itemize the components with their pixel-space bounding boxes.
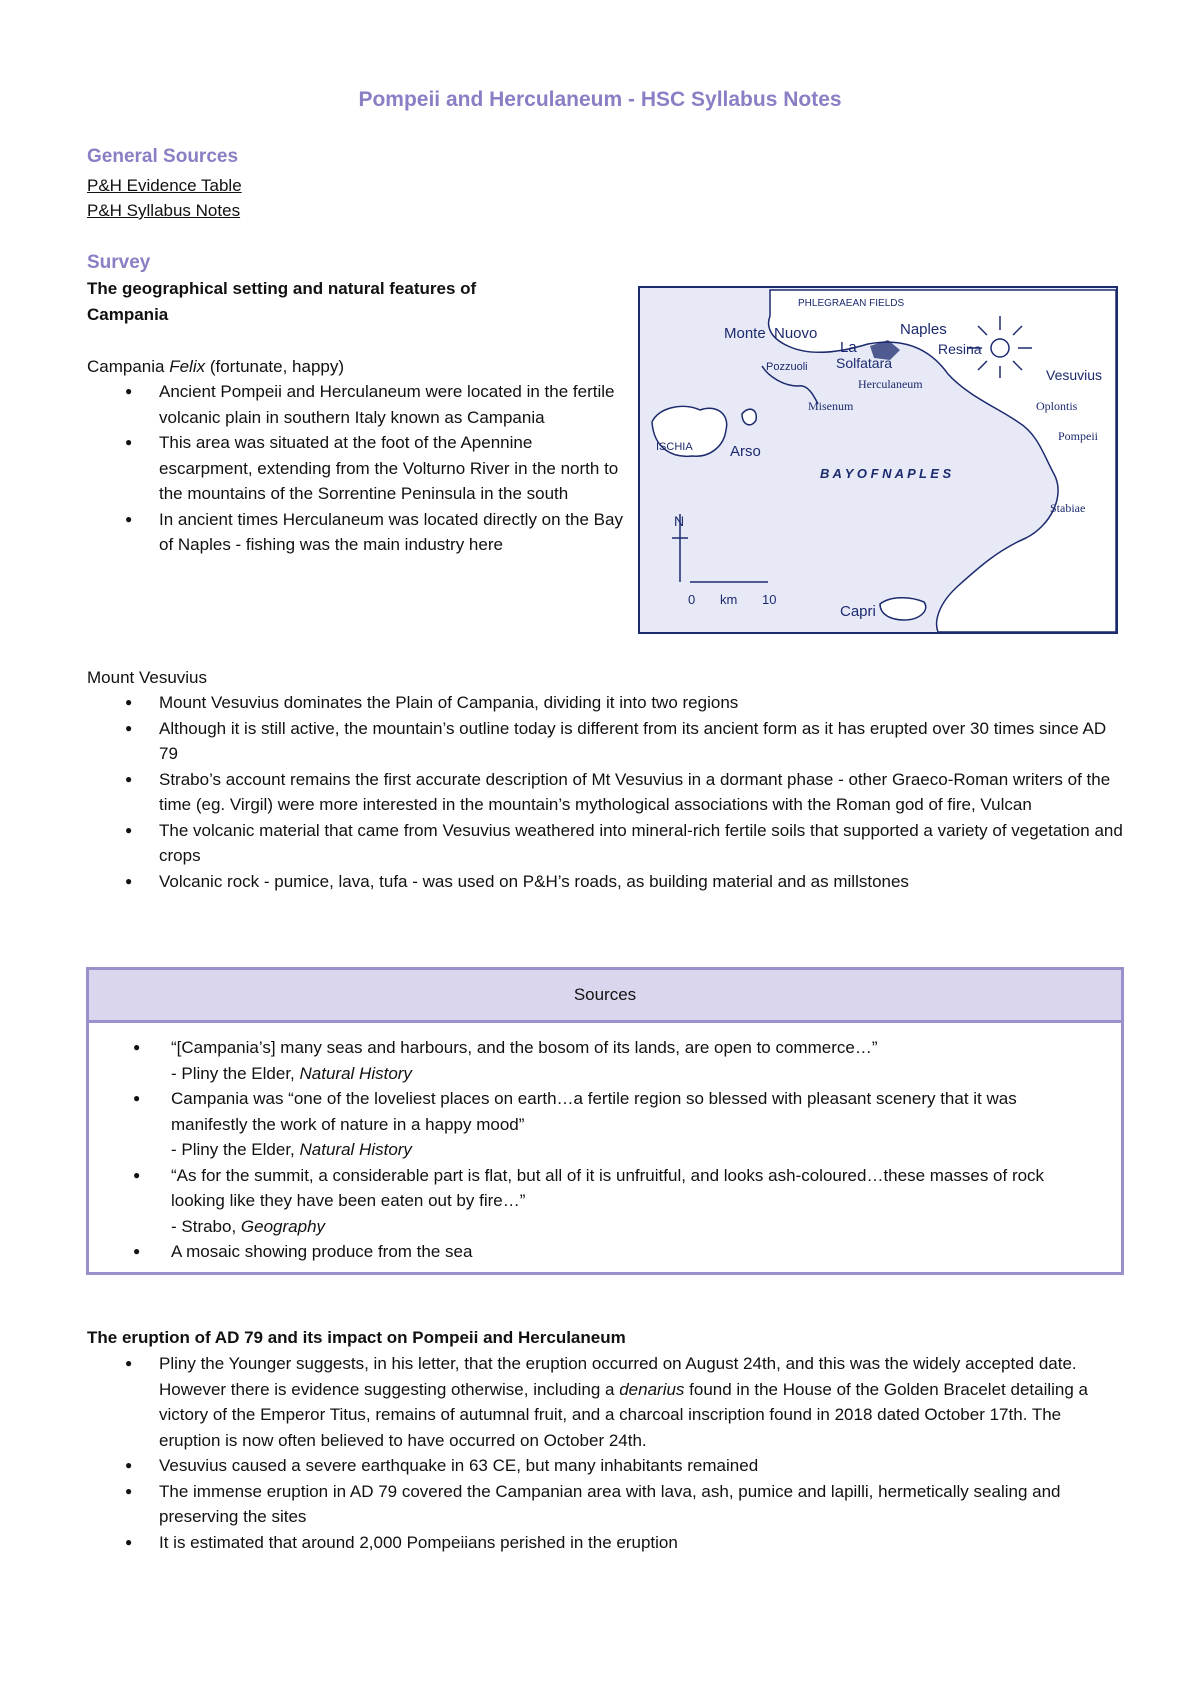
list-item: ● In ancient times Herculaneum was located directly on the Bay of Naples - fishing was the main industry here: [87, 507, 627, 558]
geography-subheading-line1: The geographical setting and natural features of: [87, 279, 477, 298]
list-item: ● The immense eruption in AD 79 covered the Campanian area with lava, ash, pumice and lapilli, hermetically sealing and preserving the sites: [87, 1479, 1127, 1530]
list-item: ● “[Campania’s] many seas and harbours, and the bosom of its lands, are open to commerce…” - Pliny the Elder, Natural History: [89, 1035, 1089, 1086]
list-item: ● “As for the summit, a considerable part is flat, but all of it is unfruitful, and looks ash-coloured…these masses of rock looking like they have been eaten out by fire…” - Strabo, Geography: [89, 1163, 1089, 1240]
map-label-bay: B A Y O F N A P L E S: [820, 466, 952, 481]
page-title: Pompeii and Herculaneum - HSC Syllabus Notes: [358, 88, 842, 111]
map-label-phlegraean: PHLEGRAEAN FIELDS: [798, 298, 905, 309]
map-label-pozzuoli: Pozzuoli: [766, 361, 808, 373]
map-label-arso: Arso: [730, 443, 761, 460]
eruption-heading: The eruption of AD 79 and its impact on Pompeii and Herculaneum: [87, 1328, 626, 1347]
campania-map: [638, 286, 1118, 634]
map-label-nuovo: Nuovo: [774, 325, 818, 342]
survey-heading: Survey: [87, 252, 151, 273]
list-item: ● Although it is still active, the mountain’s outline today is different from its ancient form as it has erupted over 30 times since AD 79: [87, 716, 1127, 767]
map-label-solfatara: Solfatara: [836, 355, 893, 371]
list-item: ● Ancient Pompeii and Herculaneum were located in the fertile volcanic plain in southern Italy known as Campania: [87, 379, 627, 430]
campania-bullet-list: [87, 379, 627, 558]
list-item: ● A mosaic showing produce from the sea: [89, 1239, 1089, 1265]
eruption-bullet-list: [87, 1351, 1127, 1555]
map-label-scale-0: 0: [688, 592, 696, 607]
syllabus-notes-link[interactable]: P&H Syllabus Notes: [87, 201, 241, 220]
map-label-misenum: Misenum: [808, 399, 854, 413]
procida-island: [742, 409, 756, 425]
capri-island: [880, 598, 926, 620]
geography-subheading-line2: Campania: [87, 305, 169, 324]
sources-table: [86, 967, 1124, 1275]
general-sources-heading: General Sources: [87, 146, 239, 167]
list-item: ● Mount Vesuvius dominates the Plain of Campania, dividing it into two regions: [87, 690, 1127, 716]
map-label-stabiae: Stabiae: [1050, 501, 1086, 515]
map-label-capri: Capri: [840, 603, 876, 620]
list-item: ● Campania was “one of the loveliest places on earth…a fertile region so blessed with pleasant scenery that it was manifestly the work of nature in a happy mood” - Pliny the Elder, Natural History: [89, 1086, 1089, 1163]
map-label-vesuvius: Vesuvius: [1046, 367, 1103, 383]
vesuvius-bullet-list: [87, 690, 1127, 894]
map-label-north: N: [674, 513, 685, 529]
map-label-naples: Naples: [900, 321, 947, 338]
map-label-resina: Resina: [938, 341, 982, 357]
list-item: ● Volcanic rock - pumice, lava, tufa - was used on P&H’s roads, as building material and as millstones: [87, 869, 1127, 895]
map-label-pompeii: Pompeii: [1058, 429, 1099, 443]
map-label-oplontis: Oplontis: [1036, 399, 1078, 413]
map-label-monte: Monte: [724, 325, 766, 342]
list-item: ● This area was situated at the foot of the Apennine escarpment, extending from the Volturno River in the north to the mountains of the Sorrentine Peninsula in the south: [87, 430, 627, 507]
map-label-la: La: [840, 339, 857, 356]
list-item: ● Vesuvius caused a severe earthquake in 63 CE, but many inhabitants remained: [87, 1453, 1127, 1479]
mount-vesuvius-label: Mount Vesuvius: [87, 668, 208, 687]
list-item: ● The volcanic material that came from Vesuvius weathered into mineral-rich fertile soils that supported a variety of vegetation and crops: [87, 818, 1127, 869]
map-label-herculaneum: Herculaneum: [858, 377, 923, 391]
list-item: ● Strabo’s account remains the first accurate description of Mt Vesuvius in a dormant phase - other Graeco-Roman writers of the time (eg. Virgil) were more interested in the mountain’s mythological associations with the Roman god of fire, Vulcan: [87, 767, 1127, 818]
sources-table-header: Sources: [89, 970, 1121, 1023]
map-label-scale-km: km: [720, 592, 738, 607]
map-label-ischia: ISCHIA: [656, 441, 693, 453]
sources-bullet-list: [89, 1035, 1089, 1265]
map-label-scale-10: 10: [762, 592, 777, 607]
evidence-table-link[interactable]: P&H Evidence Table: [87, 176, 242, 195]
campania-felix-label: Campania Felix (fortunate, happy): [87, 357, 345, 376]
list-item: ● Pliny the Younger suggests, in his letter, that the eruption occurred on August 24th, and this was the widely accepted date. However there is evidence suggesting otherwise, including a denarius found in the House of the Golden Bracelet detailing a victory of the Emperor Titus, remains of autumnal fruit, and a charcoal inscription found in 2018 dated October 17th. The eruption is now often believed to have occurred on October 24th.: [87, 1351, 1127, 1453]
list-item: ● It is estimated that around 2,000 Pompeiians perished in the eruption: [87, 1530, 1127, 1556]
